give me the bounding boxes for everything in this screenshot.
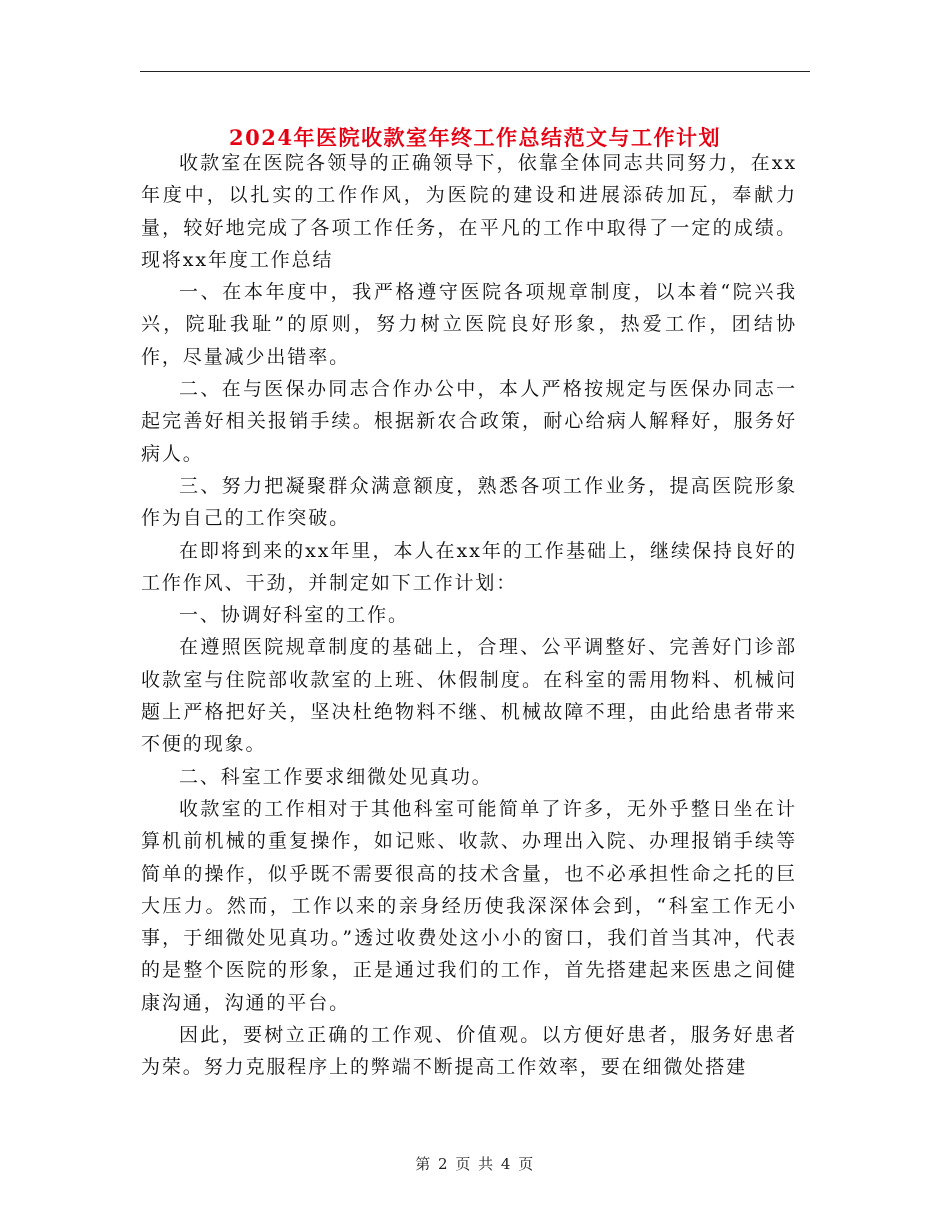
paragraph: 一、在本年度中，我严格遵守医院各项规章制度，以本着“院兴我兴，院耻我耻”的原则，努力树立医院良好形象，热爱工作，团结协作，尽量减少出错率。: [141, 281, 797, 368]
paragraph: 二、科室工作要求细微处见真功。: [179, 765, 493, 788]
paragraph: 在即将到来的xx年里，本人在xx年的工作基础上，继续保持良好的工作作风、干劲，并制定如下工作计划：: [141, 539, 797, 594]
page-number-footer: 第 2 页 共 4 页: [415, 1155, 535, 1173]
header-rule: [140, 71, 810, 72]
paragraph: 收款室在医院各领导的正确领导下，依靠全体同志共同努力，在xx年度中，以扎实的工作作风，为医院的建设和进展添砖加瓦，奉献力量，较好地完成了各项工作任务，在平凡的工作中取得了一定的成绩。现将xx年度工作总结: [141, 152, 797, 271]
document-title: 2024年医院收款室年终工作总结范文与工作计划: [229, 125, 721, 151]
document-body: [141, 147, 797, 1084]
paragraph: 一、协调好科室的工作。: [179, 604, 409, 627]
paragraph: 收款室的工作相对于其他科室可能简单了许多，无外乎整日坐在计算机前机械的重复操作，如记账、收款、办理出入院、办理报销手续等简单的操作，似乎既不需要很高的技术含量，也不必承担性命之托的巨大压力。然而，工作以来的亲身经历使我深深体会到，“科室工作无小事，于细微处见真功。”透过收费处这小小的窗口，我们首当其冲，代表的是整个医院的形象，正是通过我们的工作，首先搭建起来医患之间健康沟通，沟通的平台。: [141, 797, 797, 1014]
paragraph: 因此，要树立正确的工作观、价值观。以方便好患者，服务好患者为荣。努力克服程序上的弊端不断提高工作效率，要在细微处搭建: [141, 1024, 797, 1079]
paragraph: 在遵照医院规章制度的基础上，合理、公平调整好、完善好门诊部收款室与住院部收款室的上班、休假制度。在科室的需用物料、机械问题上严格把好关，坚决杜绝物料不继、机械故障不理，由此给患者带来不便的现象。: [141, 636, 797, 756]
paragraph: 三、努力把凝聚群众满意额度，熟悉各项工作业务，提高医院形象作为自己的工作突破。: [141, 474, 797, 530]
paragraph: 二、在与医保办同志合作办公中，本人严格按规定与医保办同志一起完善好相关报销手续。根据新农合政策，耐心给病人解释好，服务好病人。: [141, 378, 797, 465]
